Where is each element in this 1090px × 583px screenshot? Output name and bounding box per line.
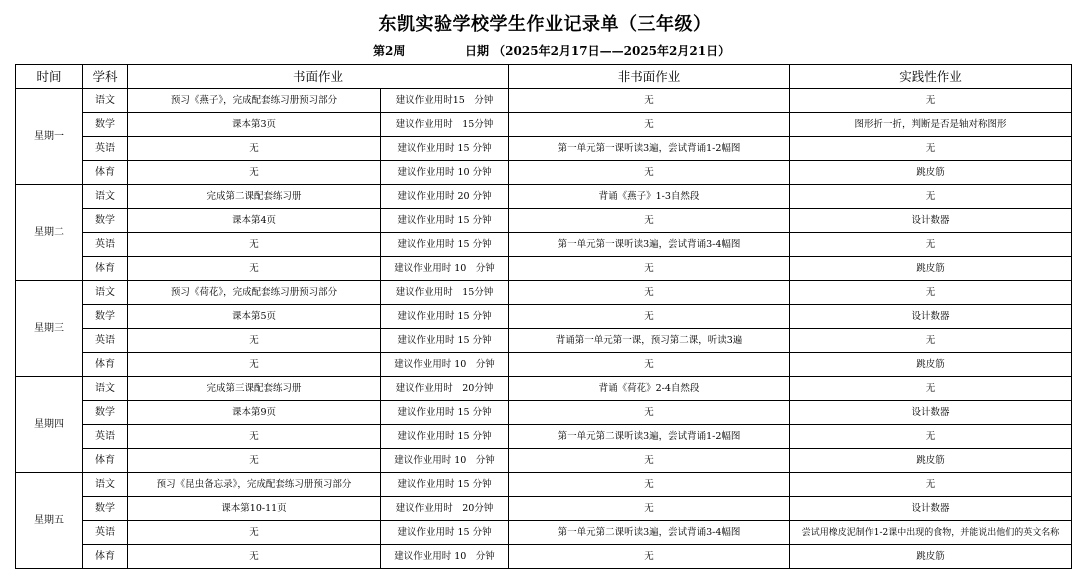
- practical-cell: 跳皮筋: [790, 161, 1072, 185]
- practical-cell: 跳皮筋: [790, 257, 1072, 281]
- time-cell: 建议作业用时 10 分钟: [381, 449, 509, 473]
- nonwritten-cell: 无: [509, 305, 790, 329]
- written-cell: 课本第9页: [128, 401, 381, 425]
- practical-cell: 无: [790, 377, 1072, 401]
- written-cell: 无: [128, 449, 381, 473]
- nonwritten-cell: 无: [509, 161, 790, 185]
- practical-cell: 设计数器: [790, 401, 1072, 425]
- practical-cell: 设计数器: [790, 209, 1072, 233]
- nonwritten-cell: 无: [509, 89, 790, 113]
- practical-cell: 无: [790, 329, 1072, 353]
- time-cell: 建议作业用时 15 分钟: [381, 209, 509, 233]
- day-cell: 星期四: [16, 377, 83, 473]
- day-cell: 星期五: [16, 473, 83, 569]
- time-cell: 建议作业用时 10 分钟: [381, 257, 509, 281]
- subject-cell: 英语: [83, 521, 128, 545]
- subject-cell: 英语: [83, 329, 128, 353]
- subject-cell: 体育: [83, 161, 128, 185]
- practical-cell: 无: [790, 233, 1072, 257]
- header-practical: 实践性作业: [790, 65, 1072, 89]
- table-row: [16, 137, 1072, 161]
- time-cell: 建议作业用时 15分钟: [381, 281, 509, 305]
- table-row: [16, 233, 1072, 257]
- practical-cell: 尝试用橡皮泥制作1-2课中出现的食物，并能说出他们的英文名称: [790, 521, 1072, 545]
- time-cell: 建议作业用时 20 分钟: [381, 185, 509, 209]
- nonwritten-cell: 无: [509, 473, 790, 497]
- nonwritten-cell: 第一单元第一课听读3遍，尝试背诵1-2幅图: [509, 137, 790, 161]
- table-row: [16, 185, 1072, 209]
- subject-cell: 语文: [83, 473, 128, 497]
- written-cell: 无: [128, 137, 381, 161]
- table-row: [16, 473, 1072, 497]
- time-cell: 建议作业用时 15分钟: [381, 113, 509, 137]
- written-cell: 无: [128, 545, 381, 569]
- table-row: [16, 329, 1072, 353]
- nonwritten-cell: 无: [509, 281, 790, 305]
- practical-cell: 无: [790, 281, 1072, 305]
- date-range: 日期 （2025年2月17日——2025年2月21日）: [465, 44, 731, 58]
- written-cell: 预习《荷花》，完成配套练习册预习部分: [128, 281, 381, 305]
- practical-cell: 图形折一折，判断是否是轴对称图形: [790, 113, 1072, 137]
- subject-cell: 体育: [83, 449, 128, 473]
- subject-cell: 英语: [83, 137, 128, 161]
- written-cell: 无: [128, 161, 381, 185]
- table-row: [16, 209, 1072, 233]
- nonwritten-cell: 第一单元第二课听读3遍，尝试背诵3-4幅图: [509, 521, 790, 545]
- time-cell: 建议作业用时 15 分钟: [381, 305, 509, 329]
- table-row: [16, 497, 1072, 521]
- subject-cell: 数学: [83, 497, 128, 521]
- table-row: [16, 89, 1072, 113]
- table-row: [16, 521, 1072, 545]
- written-cell: 无: [128, 521, 381, 545]
- nonwritten-cell: 无: [509, 449, 790, 473]
- written-cell: 无: [128, 233, 381, 257]
- practical-cell: 设计数器: [790, 305, 1072, 329]
- table-row: [16, 425, 1072, 449]
- homework-table: [15, 64, 1072, 569]
- nonwritten-cell: 无: [509, 353, 790, 377]
- practical-cell: 设计数器: [790, 497, 1072, 521]
- table-row: [16, 449, 1072, 473]
- table-row: [16, 401, 1072, 425]
- written-cell: 预习《昆虫备忘录》，完成配套练习册预习部分: [128, 473, 381, 497]
- written-cell: 完成第二课配套练习册: [128, 185, 381, 209]
- table-row: [16, 353, 1072, 377]
- practical-cell: 无: [790, 137, 1072, 161]
- time-cell: 建议作业用时 15 分钟: [381, 137, 509, 161]
- subject-cell: 英语: [83, 425, 128, 449]
- page-title: 东凯实验学校学生作业记录单（三年级）: [378, 14, 712, 35]
- practical-cell: 无: [790, 185, 1072, 209]
- written-cell: 课本第5页: [128, 305, 381, 329]
- written-cell: 预习《燕子》，完成配套练习册预习部分: [128, 89, 381, 113]
- subject-cell: 体育: [83, 353, 128, 377]
- practical-cell: 无: [790, 89, 1072, 113]
- time-cell: 建议作业用时 15 分钟: [381, 233, 509, 257]
- time-cell: 建议作业用时 15 分钟: [381, 425, 509, 449]
- subject-cell: 语文: [83, 89, 128, 113]
- subject-cell: 语文: [83, 185, 128, 209]
- nonwritten-cell: 无: [509, 545, 790, 569]
- time-cell: 建议作业用时 15 分钟: [381, 329, 509, 353]
- subject-cell: 体育: [83, 257, 128, 281]
- written-cell: 完成第三课配套练习册: [128, 377, 381, 401]
- table-row: [16, 545, 1072, 569]
- table-row: [16, 281, 1072, 305]
- nonwritten-cell: 无: [509, 401, 790, 425]
- nonwritten-cell: 无: [509, 497, 790, 521]
- table-row: [16, 377, 1072, 401]
- table-row: [16, 257, 1072, 281]
- written-cell: 无: [128, 425, 381, 449]
- subject-cell: 英语: [83, 233, 128, 257]
- written-cell: 无: [128, 353, 381, 377]
- written-cell: 无: [128, 329, 381, 353]
- practical-cell: 无: [790, 425, 1072, 449]
- practical-cell: 跳皮筋: [790, 545, 1072, 569]
- time-cell: 建议作业用时 10 分钟: [381, 161, 509, 185]
- table-row: [16, 305, 1072, 329]
- header-time: 时间: [16, 65, 83, 89]
- practical-cell: 无: [790, 473, 1072, 497]
- subject-cell: 语文: [83, 377, 128, 401]
- subject-cell: 数学: [83, 401, 128, 425]
- subject-cell: 数学: [83, 209, 128, 233]
- time-cell: 建议作业用时 15 分钟: [381, 401, 509, 425]
- time-cell: 建议作业用时 20分钟: [381, 497, 509, 521]
- subject-cell: 数学: [83, 305, 128, 329]
- week-label: 第2周: [373, 44, 406, 58]
- time-cell: 建议作业用时15 分钟: [381, 89, 509, 113]
- written-cell: 课本第4页: [128, 209, 381, 233]
- nonwritten-cell: 无: [509, 257, 790, 281]
- practical-cell: 跳皮筋: [790, 449, 1072, 473]
- day-cell: 星期二: [16, 185, 83, 281]
- written-cell: 无: [128, 257, 381, 281]
- nonwritten-cell: 无: [509, 209, 790, 233]
- day-cell: 星期一: [16, 89, 83, 185]
- nonwritten-cell: 第一单元第一课听读3遍，尝试背诵3-4幅图: [509, 233, 790, 257]
- header-row: [16, 65, 1072, 89]
- header-nonwritten: 非书面作业: [509, 65, 790, 89]
- nonwritten-cell: 第一单元第二课听读3遍，尝试背诵1-2幅图: [509, 425, 790, 449]
- nonwritten-cell: 无: [509, 113, 790, 137]
- nonwritten-cell: 背诵《燕子》1-3自然段: [509, 185, 790, 209]
- header-subject: 学科: [83, 65, 128, 89]
- written-cell: 课本第10-11页: [128, 497, 381, 521]
- header-written: 书面作业: [128, 65, 509, 89]
- subject-cell: 数学: [83, 113, 128, 137]
- time-cell: 建议作业用时 10 分钟: [381, 353, 509, 377]
- table-row: [16, 161, 1072, 185]
- time-cell: 建议作业用时 15 分钟: [381, 521, 509, 545]
- subject-cell: 体育: [83, 545, 128, 569]
- table-row: [16, 113, 1072, 137]
- time-cell: 建议作业用时 10 分钟: [381, 545, 509, 569]
- day-cell: 星期三: [16, 281, 83, 377]
- written-cell: 课本第3页: [128, 113, 381, 137]
- practical-cell: 跳皮筋: [790, 353, 1072, 377]
- subject-cell: 语文: [83, 281, 128, 305]
- nonwritten-cell: 背诵第一单元第一课，预习第二课，听读3遍: [509, 329, 790, 353]
- nonwritten-cell: 背诵《荷花》2-4自然段: [509, 377, 790, 401]
- time-cell: 建议作业用时 15 分钟: [381, 473, 509, 497]
- time-cell: 建议作业用时 20分钟: [381, 377, 509, 401]
